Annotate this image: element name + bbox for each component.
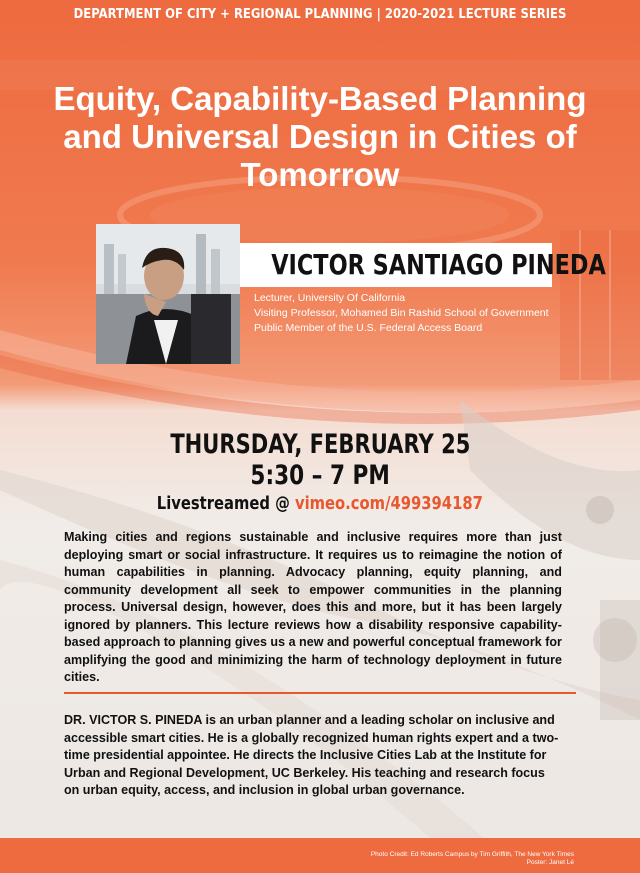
photo-credit: Photo Credit: Ed Roberts Campus by Tim Griffith, The New York Times [370, 851, 574, 858]
livestream-line [0, 492, 640, 516]
lecture-abstract: Making cities and regions sustainable and inclusive requires more than just deploying smart or social infrastructure. It requires us to reimagine the notion of human capabilities in planning. Advocacy planning, equity planning, and community development all seek to empower communities in the planning process. Universal design, however, does this and more, but it has been largely ignored by planners. This lecture reviews how a disability responsive capability-based approach to planning gives us a new and powerful conceptual framework for amplifying the good and minimizing the harm of technology deployment in future cities. [64, 529, 562, 684]
speaker-portrait [96, 224, 240, 364]
bio-text: is an urban planner and a leading scholar on inclusive and accessible smart cities. He is a globally recognized human rights expert and a two-time presidential appointee. He directs the Inclusive Cities Lab at the Institute for Urban and Regional Development, UC Berkeley. His teaching and research focus on urban equity, access, and inclusion in global urban governance. [64, 712, 559, 797]
portrait-image [96, 224, 240, 364]
department-header: DEPARTMENT OF CITY + REGIONAL PLANNING | 2020-2021 LECTURE SERIES [73, 6, 567, 22]
speaker-bio [64, 711, 562, 799]
livestream-inner [157, 492, 483, 516]
event-date [0, 430, 640, 460]
poster-credit: Poster: Janet Lé [526, 859, 574, 866]
event-time-text: 5:30 – 7 PM [250, 460, 390, 491]
affiliation-item: Public Member of the U.S. Federal Access Board [254, 322, 483, 334]
speaker-affiliations [254, 291, 549, 336]
title-line: Tomorrow [240, 156, 400, 193]
section-divider [64, 692, 576, 694]
credits [371, 851, 574, 867]
bio-name: DR. VICTOR S. PINEDA [64, 712, 203, 727]
lecture-title [30, 80, 610, 194]
event-date-text: THURSDAY, FEBRUARY 25 [169, 429, 471, 460]
affiliation-item: Visiting Professor, Mohamed Bin Rashid School of Government [254, 307, 549, 319]
title-line: and Universal Design in Cities of [63, 118, 577, 155]
affiliation-item: Lecturer, University Of California [254, 292, 406, 304]
livestream-link[interactable]: vimeo.com/499394187 [295, 493, 484, 514]
title-line: Equity, Capability-Based Planning [53, 80, 587, 117]
livestream-label: Livestreamed @ [156, 493, 296, 514]
speaker-name: VICTOR SANTIAGO PINEDA [271, 248, 606, 281]
speaker-name-box [240, 243, 606, 287]
event-time [0, 461, 640, 491]
